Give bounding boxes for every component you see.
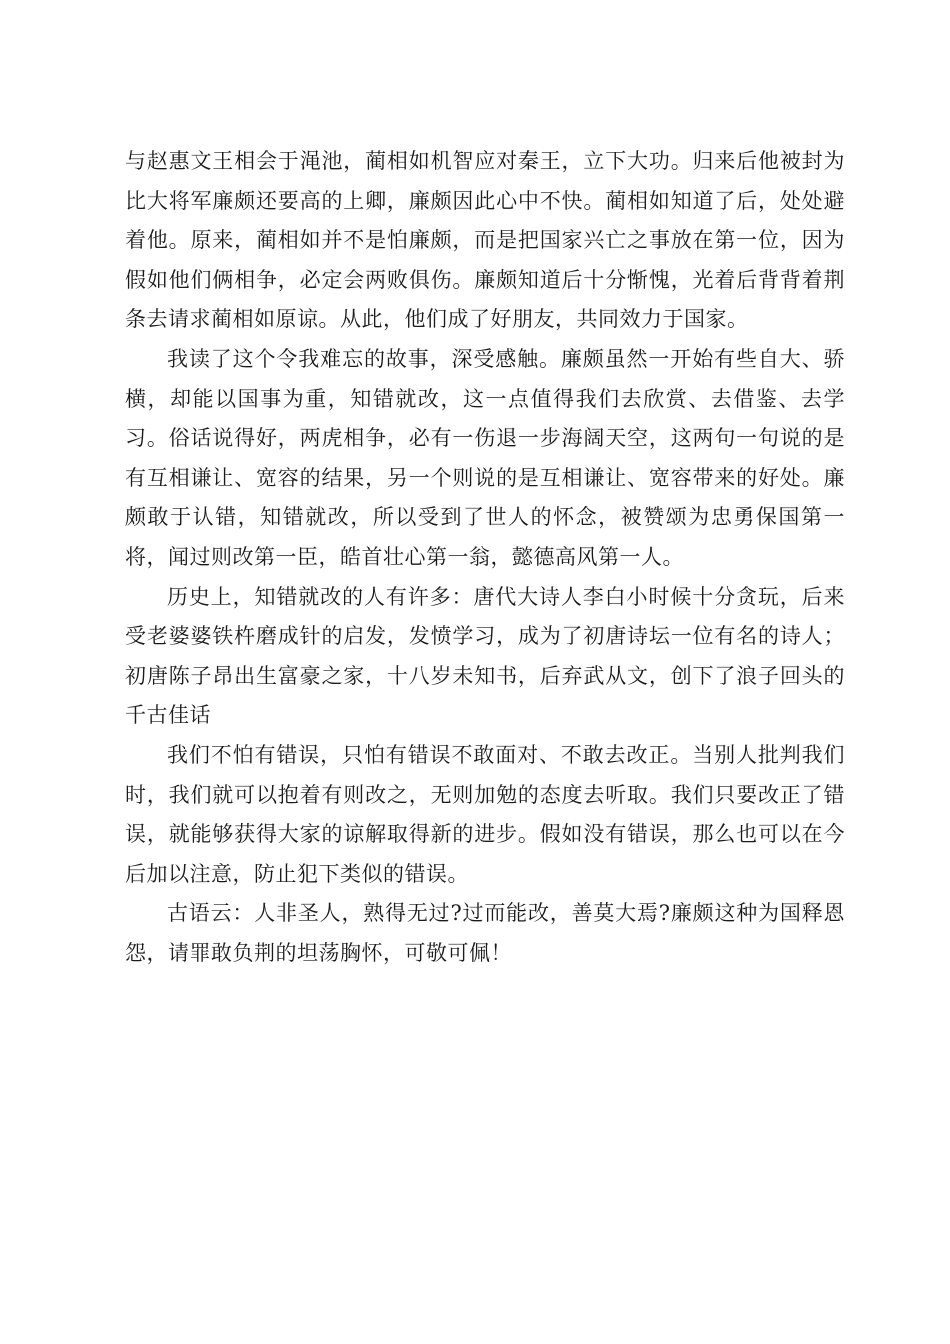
paragraph-facing-mistakes: 我们不怕有错误，只怕有错误不敢面对、不敢去改正。当别人批判我们时，我们就可以抱着有则改之，无则加勉的态度去听取。我们只要改正了错误，就能够获得大家的谅解取得新的进步。假如没有错误，那么也可以在今后加以注意，防止犯下类似的错误。 (125, 742, 845, 886)
paragraph-history-examples: 历史上，知错就改的人有许多：唐代大诗人李白小时候十分贪玩，后来受老婆婆铁杵磨成针的启发，发愤学习，成为了初唐诗坛一位有名的诗人；初唐陈子昂出生富豪之家，十八岁未知书，后弃武从文，创下了浪子回头的千古佳话 (125, 584, 845, 728)
document-body (125, 142, 845, 973)
paragraph-continuation: 与赵惠文王相会于渑池，蔺相如机智应对秦王，立下大功。归来后他被封为比大将军廉颇还要高的上卿，廉颇因此心中不快。蔺相如知道了后，处处避着他。原来，蔺相如并不是怕廉颇，而是把国家兴亡之事放在第一位，因为假如他们俩相争，必定会两败俱伤。廉颇知道后十分惭愧，光着后背背着荆条去请求蔺相如原谅。从此，他们成了好朋友，共同效力于国家。 (125, 149, 845, 332)
paragraph-conclusion: 古语云：人非圣人，熟得无过?过而能改，善莫大焉?廉颇这种为国释恩怨，请罪敢负荆的坦荡胸怀，可敬可佩！ (125, 901, 845, 965)
paragraph-reflection: 我读了这个令我难忘的故事，深受感触。廉颇虽然一开始有些自大、骄横，却能以国事为重，知错就改，这一点值得我们去欣赏、去借鉴、去学习。俗话说得好，两虎相争，必有一伤退一步海阔天空，这两句一句说的是有互相谦让、宽容的结果，另一个则说的是互相谦让、宽容带来的好处。廉颇敢于认错，知错就改，所以受到了世人的怀念，被赞颂为忠勇保国第一将，闻过则改第一臣，皓首壮心第一翁，懿德高风第一人。 (125, 346, 845, 569)
